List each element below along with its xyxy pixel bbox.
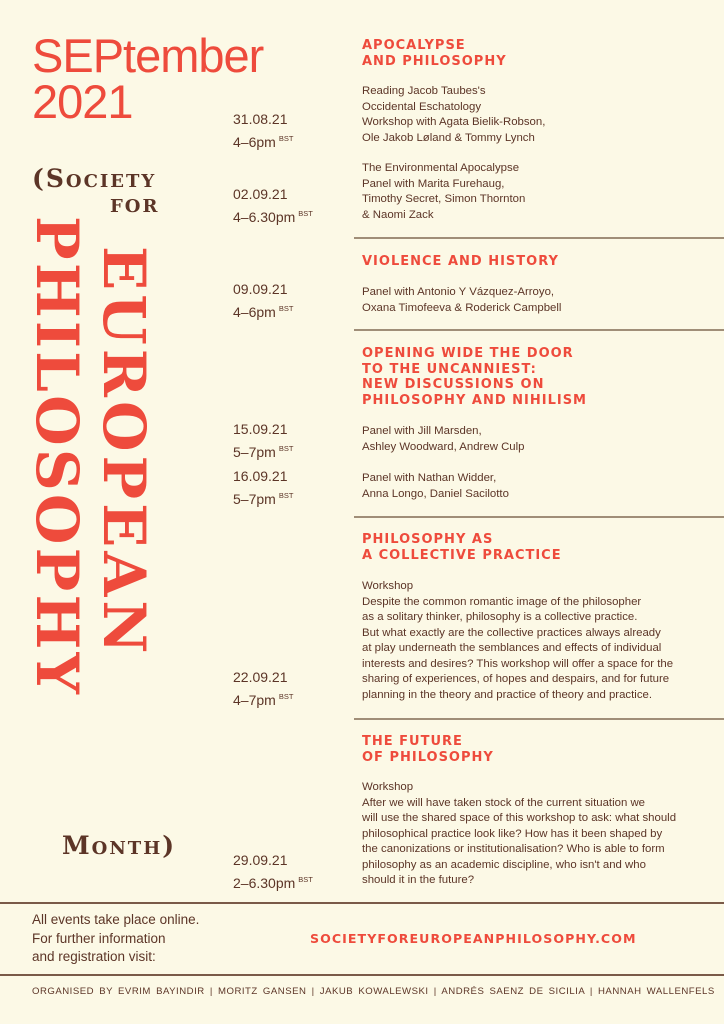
date-day: 15.09.21: [233, 421, 288, 437]
timezone: BST: [298, 875, 313, 884]
event-description: Panel with Antonio Y Vázquez-Arroyo, Oxana Timofeeva & Roderick Campbell: [362, 286, 562, 314]
date-day: 31.08.21: [233, 111, 288, 127]
month-title-line1: SEPtember: [32, 29, 264, 82]
date-day: 02.09.21: [233, 186, 288, 202]
timezone: BST: [278, 491, 294, 500]
society-line1: (Society: [32, 164, 157, 193]
date-day: 16.09.21: [233, 468, 288, 484]
date-day: 09.09.21: [233, 281, 288, 297]
divider: [354, 237, 724, 239]
date-time: 5–7pm $^{BST}$: [233, 444, 294, 460]
date-time: 2–6.30pm $^{BST}$: [233, 875, 313, 891]
event-date: [233, 668, 293, 710]
date-time: 4–6pm $^{BST}$: [233, 134, 294, 150]
date-time: 4–7pm $^{BST}$: [233, 692, 294, 708]
footer-divider: [0, 902, 724, 904]
website-link[interactable]: SOCIETYFOREUROPEANPHILOSOPHY.COM: [310, 931, 637, 946]
event-date: [233, 280, 293, 322]
date-time: 4–6.30pm $^{BST}$: [233, 209, 313, 225]
date-day: 29.09.21: [233, 852, 288, 868]
footer-info: All events take place online. For further information and registration visit:: [32, 912, 200, 964]
month-title-line2: 2021: [32, 75, 133, 128]
event-description: Reading Jacob Taubes's Occidental Eschatology Workshop with Agata Bielik-Robson, Ole Jakob Løland & Tommy Lynch: [362, 85, 546, 144]
organisers: ORGANISED BY EVRIM BAYINDIR | MORITZ GANSEN | JAKUB KOWALEWSKI | ANDRÉS SAENZ DE SICILIA | HANNAH WALLENFELS: [32, 986, 715, 997]
vertical-european: EUROPEAN: [90, 246, 158, 658]
date-time: 4–6pm $^{BST}$: [233, 304, 294, 320]
event-date: [233, 185, 313, 227]
month-end: Month): [62, 831, 177, 860]
event-description: Panel with Jill Marsden, Ashley Woodward, Andrew Culp: [362, 425, 525, 453]
event-date: [233, 420, 293, 462]
event-title: APOCALYPSE AND PHILOSOPHY: [362, 38, 507, 69]
timezone: BST: [298, 209, 313, 218]
event-description: Workshop Despite the common romantic image of the philosopher as a solitary thinker, philosophy is a collective practice. But what exactly are the collective practices always already at play underneath the semblances and effects of individual interests and desires? This workshop will offer a space for the sharing of experiences, of hopes and despairs, and for future planning in the theory and practice of theory and practice.: [362, 580, 674, 701]
divider: [354, 516, 724, 518]
event-date: [233, 851, 313, 893]
divider: [354, 329, 724, 331]
vertical-philosophy: PHILOSOPHY: [23, 216, 91, 698]
date-time: 5–7pm $^{BST}$: [233, 491, 294, 507]
event-date: [233, 467, 293, 509]
event-description: Workshop After we will have taken stock of the current situation we will use the shared space of this workshop to ask: what should philosophical practice look like? How has it been shaped by the canonizations or institutionalisation? Who is able to form philosophy as an academic discipline, who isn't and who should it in the future?: [362, 781, 677, 886]
event-title: VIOLENCE AND HISTORY: [362, 254, 559, 269]
date-day: 22.09.21: [233, 669, 288, 685]
event-date: [233, 110, 293, 152]
divider: [354, 718, 724, 720]
timezone: BST: [278, 134, 294, 143]
event-title: PHILOSOPHY AS A COLLECTIVE PRACTICE: [362, 532, 562, 563]
event-description: The Environmental Apocalypse Panel with Marita Furehaug, Timothy Secret, Simon Thornton & Naomi Zack: [362, 162, 526, 221]
timezone: BST: [278, 304, 294, 313]
timezone: BST: [278, 444, 294, 453]
society-line2: for: [110, 189, 160, 218]
event-title: OPENING WIDE THE DOOR TO THE UNCANNIEST: NEW DISCUSSIONS ON PHILOSOPHY AND NIHILISM: [362, 346, 587, 408]
event-description: Panel with Nathan Widder, Anna Longo, Daniel Sacilotto: [362, 472, 509, 500]
timezone: BST: [278, 692, 294, 701]
footer-divider: [0, 974, 724, 976]
event-title: THE FUTURE OF PHILOSOPHY: [362, 734, 494, 765]
